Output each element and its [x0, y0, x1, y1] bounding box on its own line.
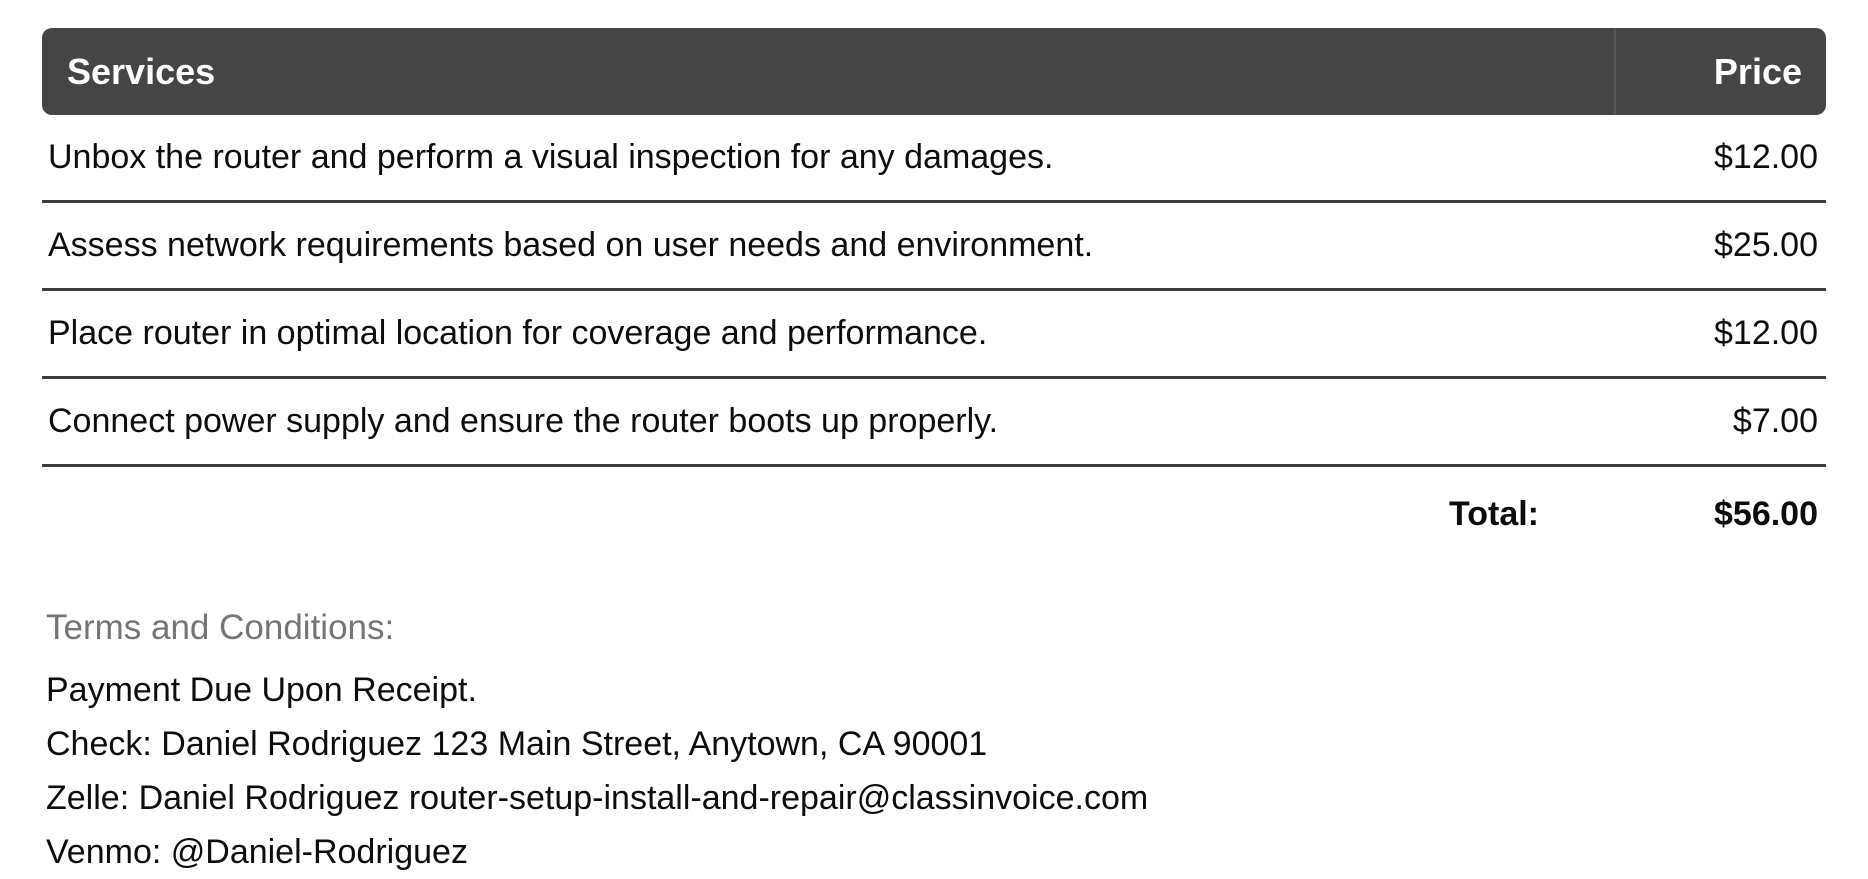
header-row [42, 28, 1826, 115]
table-row [42, 378, 1826, 466]
services-column-header: Services [42, 28, 1615, 115]
price-cell: $25.00 [1615, 202, 1826, 290]
service-cell: Unbox the router and perform a visual inspection for any damages. [42, 115, 1615, 202]
terms-heading: Terms and Conditions: [46, 608, 395, 647]
services-table-footer [42, 466, 1826, 562]
table-row [42, 290, 1826, 378]
services-table [42, 28, 1826, 561]
terms-line: Venmo: @Daniel-Rodriguez [46, 833, 468, 871]
terms-line: Payment Due Upon Receipt. [46, 671, 477, 709]
terms-line: Zelle: Daniel Rodriguez router-setup-install-and-repair@classinvoice.com [46, 779, 1149, 817]
service-cell: Place router in optimal location for coverage and performance. [42, 290, 1615, 378]
terms-line: Check: Daniel Rodriguez 123 Main Street, Anytown, CA 90001 [46, 725, 988, 763]
service-cell: Assess network requirements based on user needs and environment. [42, 202, 1615, 290]
price-cell: $12.00 [1615, 290, 1826, 378]
price-column-header: Price [1615, 28, 1826, 115]
total-value: $56.00 [1714, 494, 1818, 533]
total-label: Total: [1448, 494, 1539, 533]
table-row [42, 115, 1826, 202]
terms-lines [46, 663, 1826, 879]
price-cell: $7.00 [1615, 378, 1826, 466]
services-table-header [42, 28, 1826, 115]
total-row [42, 466, 1826, 562]
table-row [42, 202, 1826, 290]
terms-section [42, 601, 1826, 879]
services-table-body [42, 115, 1826, 466]
price-cell: $12.00 [1615, 115, 1826, 202]
service-cell: Connect power supply and ensure the router boots up properly. [42, 378, 1615, 466]
